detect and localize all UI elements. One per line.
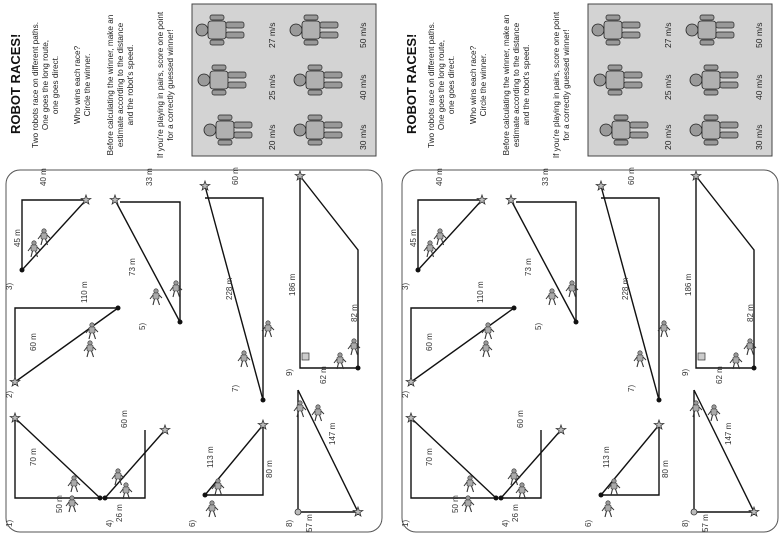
worksheet-copy-left [5,4,382,532]
worksheet-copy-right [401,4,778,532]
